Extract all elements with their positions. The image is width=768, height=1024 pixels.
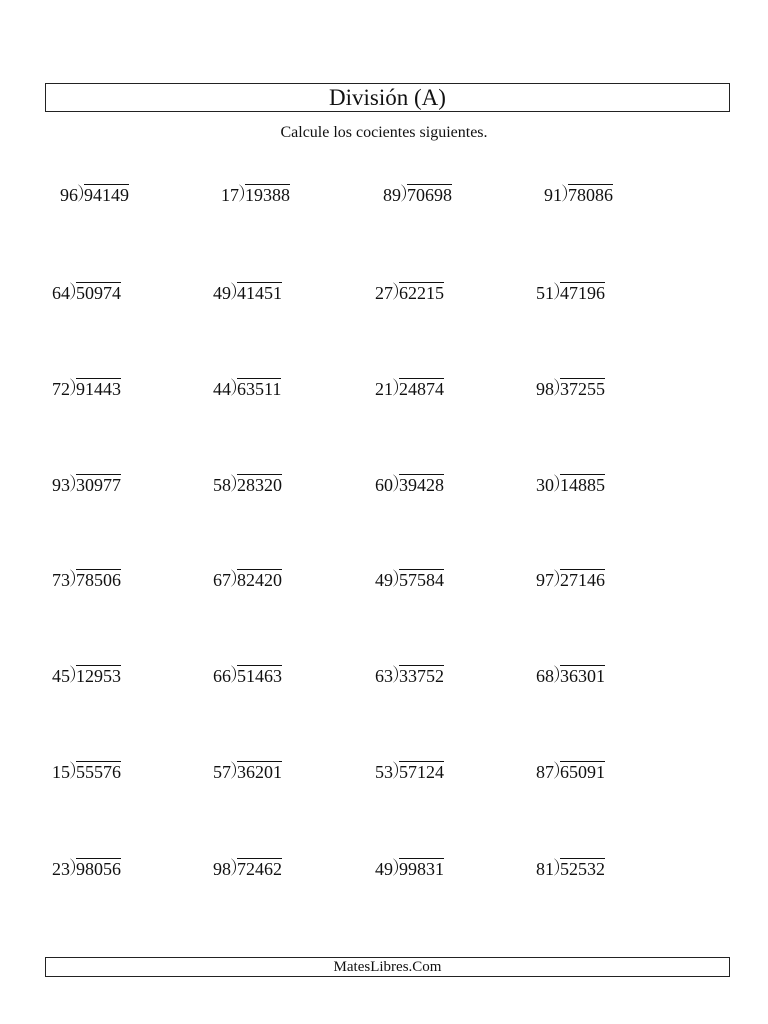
division-problem bbox=[375, 566, 444, 591]
dividend: 91443 bbox=[76, 379, 121, 399]
divisor: 97 bbox=[536, 570, 554, 590]
division-bracket bbox=[554, 378, 560, 398]
dividend: 98056 bbox=[76, 859, 121, 879]
dividend: 47196 bbox=[560, 283, 605, 303]
division-problem bbox=[213, 279, 282, 304]
division-bracket bbox=[554, 474, 560, 494]
divisor: 49 bbox=[375, 859, 393, 879]
divisor: 63 bbox=[375, 666, 393, 686]
dividend: 28320 bbox=[237, 475, 282, 495]
division-bracket bbox=[239, 184, 245, 204]
divisor: 15 bbox=[52, 762, 70, 782]
divisor: 98 bbox=[213, 859, 231, 879]
divisor: 45 bbox=[52, 666, 70, 686]
dividend: 27146 bbox=[560, 570, 605, 590]
divisor: 67 bbox=[213, 570, 231, 590]
division-bracket bbox=[231, 858, 237, 878]
footer-box bbox=[45, 957, 730, 977]
division-problem bbox=[213, 855, 282, 880]
division-problem bbox=[536, 855, 605, 880]
division-problem bbox=[52, 375, 121, 400]
division-bracket bbox=[78, 184, 84, 204]
division-problem bbox=[375, 758, 444, 783]
dividend: 63511 bbox=[237, 379, 282, 399]
dividend: 55576 bbox=[76, 762, 121, 782]
dividend: 57584 bbox=[399, 570, 444, 590]
division-problem bbox=[213, 566, 282, 591]
divisor: 51 bbox=[536, 283, 554, 303]
divisor: 57 bbox=[213, 762, 231, 782]
dividend: 41451 bbox=[237, 283, 282, 303]
division-problem bbox=[213, 662, 282, 687]
divisor: 60 bbox=[375, 475, 393, 495]
division-problem bbox=[213, 471, 282, 496]
division-bracket bbox=[70, 665, 76, 685]
division-problem bbox=[52, 566, 121, 591]
division-problem bbox=[375, 662, 444, 687]
division-bracket bbox=[554, 282, 560, 302]
divisor: 30 bbox=[536, 475, 554, 495]
division-bracket bbox=[393, 474, 399, 494]
divisor: 49 bbox=[375, 570, 393, 590]
division-bracket bbox=[393, 378, 399, 398]
dividend: 14885 bbox=[560, 475, 605, 495]
divisor: 53 bbox=[375, 762, 393, 782]
division-problem bbox=[221, 181, 290, 206]
divisor: 68 bbox=[536, 666, 554, 686]
division-bracket bbox=[554, 761, 560, 781]
dividend: 78086 bbox=[568, 185, 613, 205]
dividend: 52532 bbox=[560, 859, 605, 879]
division-problem bbox=[375, 279, 444, 304]
division-bracket bbox=[562, 184, 568, 204]
dividend: 12953 bbox=[76, 666, 121, 686]
division-bracket bbox=[554, 858, 560, 878]
divisor: 21 bbox=[375, 379, 393, 399]
division-bracket bbox=[393, 665, 399, 685]
dividend: 57124 bbox=[399, 762, 444, 782]
division-bracket bbox=[231, 474, 237, 494]
divisor: 23 bbox=[52, 859, 70, 879]
division-problem bbox=[375, 375, 444, 400]
division-bracket bbox=[554, 665, 560, 685]
division-bracket bbox=[231, 665, 237, 685]
division-problem bbox=[536, 375, 605, 400]
division-problem bbox=[375, 855, 444, 880]
division-problem bbox=[536, 566, 605, 591]
division-bracket bbox=[70, 761, 76, 781]
instructions: Calcule los cocientes siguientes. bbox=[280, 124, 488, 141]
division-problem bbox=[375, 471, 444, 496]
division-bracket bbox=[393, 282, 399, 302]
divisor: 49 bbox=[213, 283, 231, 303]
divisor: 96 bbox=[60, 185, 78, 205]
dividend: 82420 bbox=[237, 570, 282, 590]
divisor: 27 bbox=[375, 283, 393, 303]
dividend: 24874 bbox=[399, 379, 444, 399]
footer-site-name: MatesLibres.Com bbox=[333, 958, 442, 975]
divisor: 87 bbox=[536, 762, 554, 782]
division-bracket bbox=[70, 474, 76, 494]
dividend: 36201 bbox=[237, 762, 282, 782]
dividend: 99831 bbox=[399, 859, 444, 879]
divisor: 72 bbox=[52, 379, 70, 399]
division-bracket bbox=[70, 569, 76, 589]
division-problem bbox=[52, 279, 121, 304]
division-problem bbox=[52, 855, 121, 880]
dividend: 19388 bbox=[245, 185, 290, 205]
dividend: 72462 bbox=[237, 859, 282, 879]
divisor: 73 bbox=[52, 570, 70, 590]
division-bracket bbox=[70, 858, 76, 878]
divisor: 93 bbox=[52, 475, 70, 495]
dividend: 36301 bbox=[560, 666, 605, 686]
division-problem bbox=[544, 181, 613, 206]
dividend: 65091 bbox=[560, 762, 605, 782]
dividend: 50974 bbox=[76, 283, 121, 303]
division-bracket bbox=[393, 761, 399, 781]
division-bracket bbox=[231, 569, 237, 589]
divisor: 44 bbox=[213, 379, 231, 399]
division-bracket bbox=[393, 858, 399, 878]
dividend: 39428 bbox=[399, 475, 444, 495]
dividend: 70698 bbox=[407, 185, 452, 205]
division-problem bbox=[60, 181, 129, 206]
division-bracket bbox=[231, 282, 237, 302]
division-bracket bbox=[231, 761, 237, 781]
division-problem bbox=[52, 471, 121, 496]
dividend: 78506 bbox=[76, 570, 121, 590]
division-bracket bbox=[554, 569, 560, 589]
division-problem bbox=[536, 758, 605, 783]
divisor: 66 bbox=[213, 666, 231, 686]
dividend: 51463 bbox=[237, 666, 282, 686]
division-bracket bbox=[70, 282, 76, 302]
worksheet-title: División (A) bbox=[329, 84, 446, 110]
divisor: 91 bbox=[544, 185, 562, 205]
division-bracket bbox=[231, 378, 237, 398]
division-problem bbox=[383, 181, 452, 206]
division-problem bbox=[213, 375, 281, 400]
division-problem bbox=[536, 662, 605, 687]
divisor: 64 bbox=[52, 283, 70, 303]
dividend: 62215 bbox=[399, 283, 444, 303]
dividend: 33752 bbox=[399, 666, 444, 686]
division-problem bbox=[536, 279, 605, 304]
division-problem bbox=[52, 662, 121, 687]
division-bracket bbox=[70, 378, 76, 398]
divisor: 98 bbox=[536, 379, 554, 399]
division-problem bbox=[536, 471, 605, 496]
divisor: 81 bbox=[536, 859, 554, 879]
divisor: 89 bbox=[383, 185, 401, 205]
dividend: 30977 bbox=[76, 475, 121, 495]
dividend: 37255 bbox=[560, 379, 605, 399]
divisor: 17 bbox=[221, 185, 239, 205]
dividend: 94149 bbox=[84, 185, 129, 205]
division-bracket bbox=[393, 569, 399, 589]
division-problem bbox=[52, 758, 121, 783]
division-problem bbox=[213, 758, 282, 783]
division-bracket bbox=[401, 184, 407, 204]
divisor: 58 bbox=[213, 475, 231, 495]
worksheet-title-box bbox=[45, 83, 730, 112]
